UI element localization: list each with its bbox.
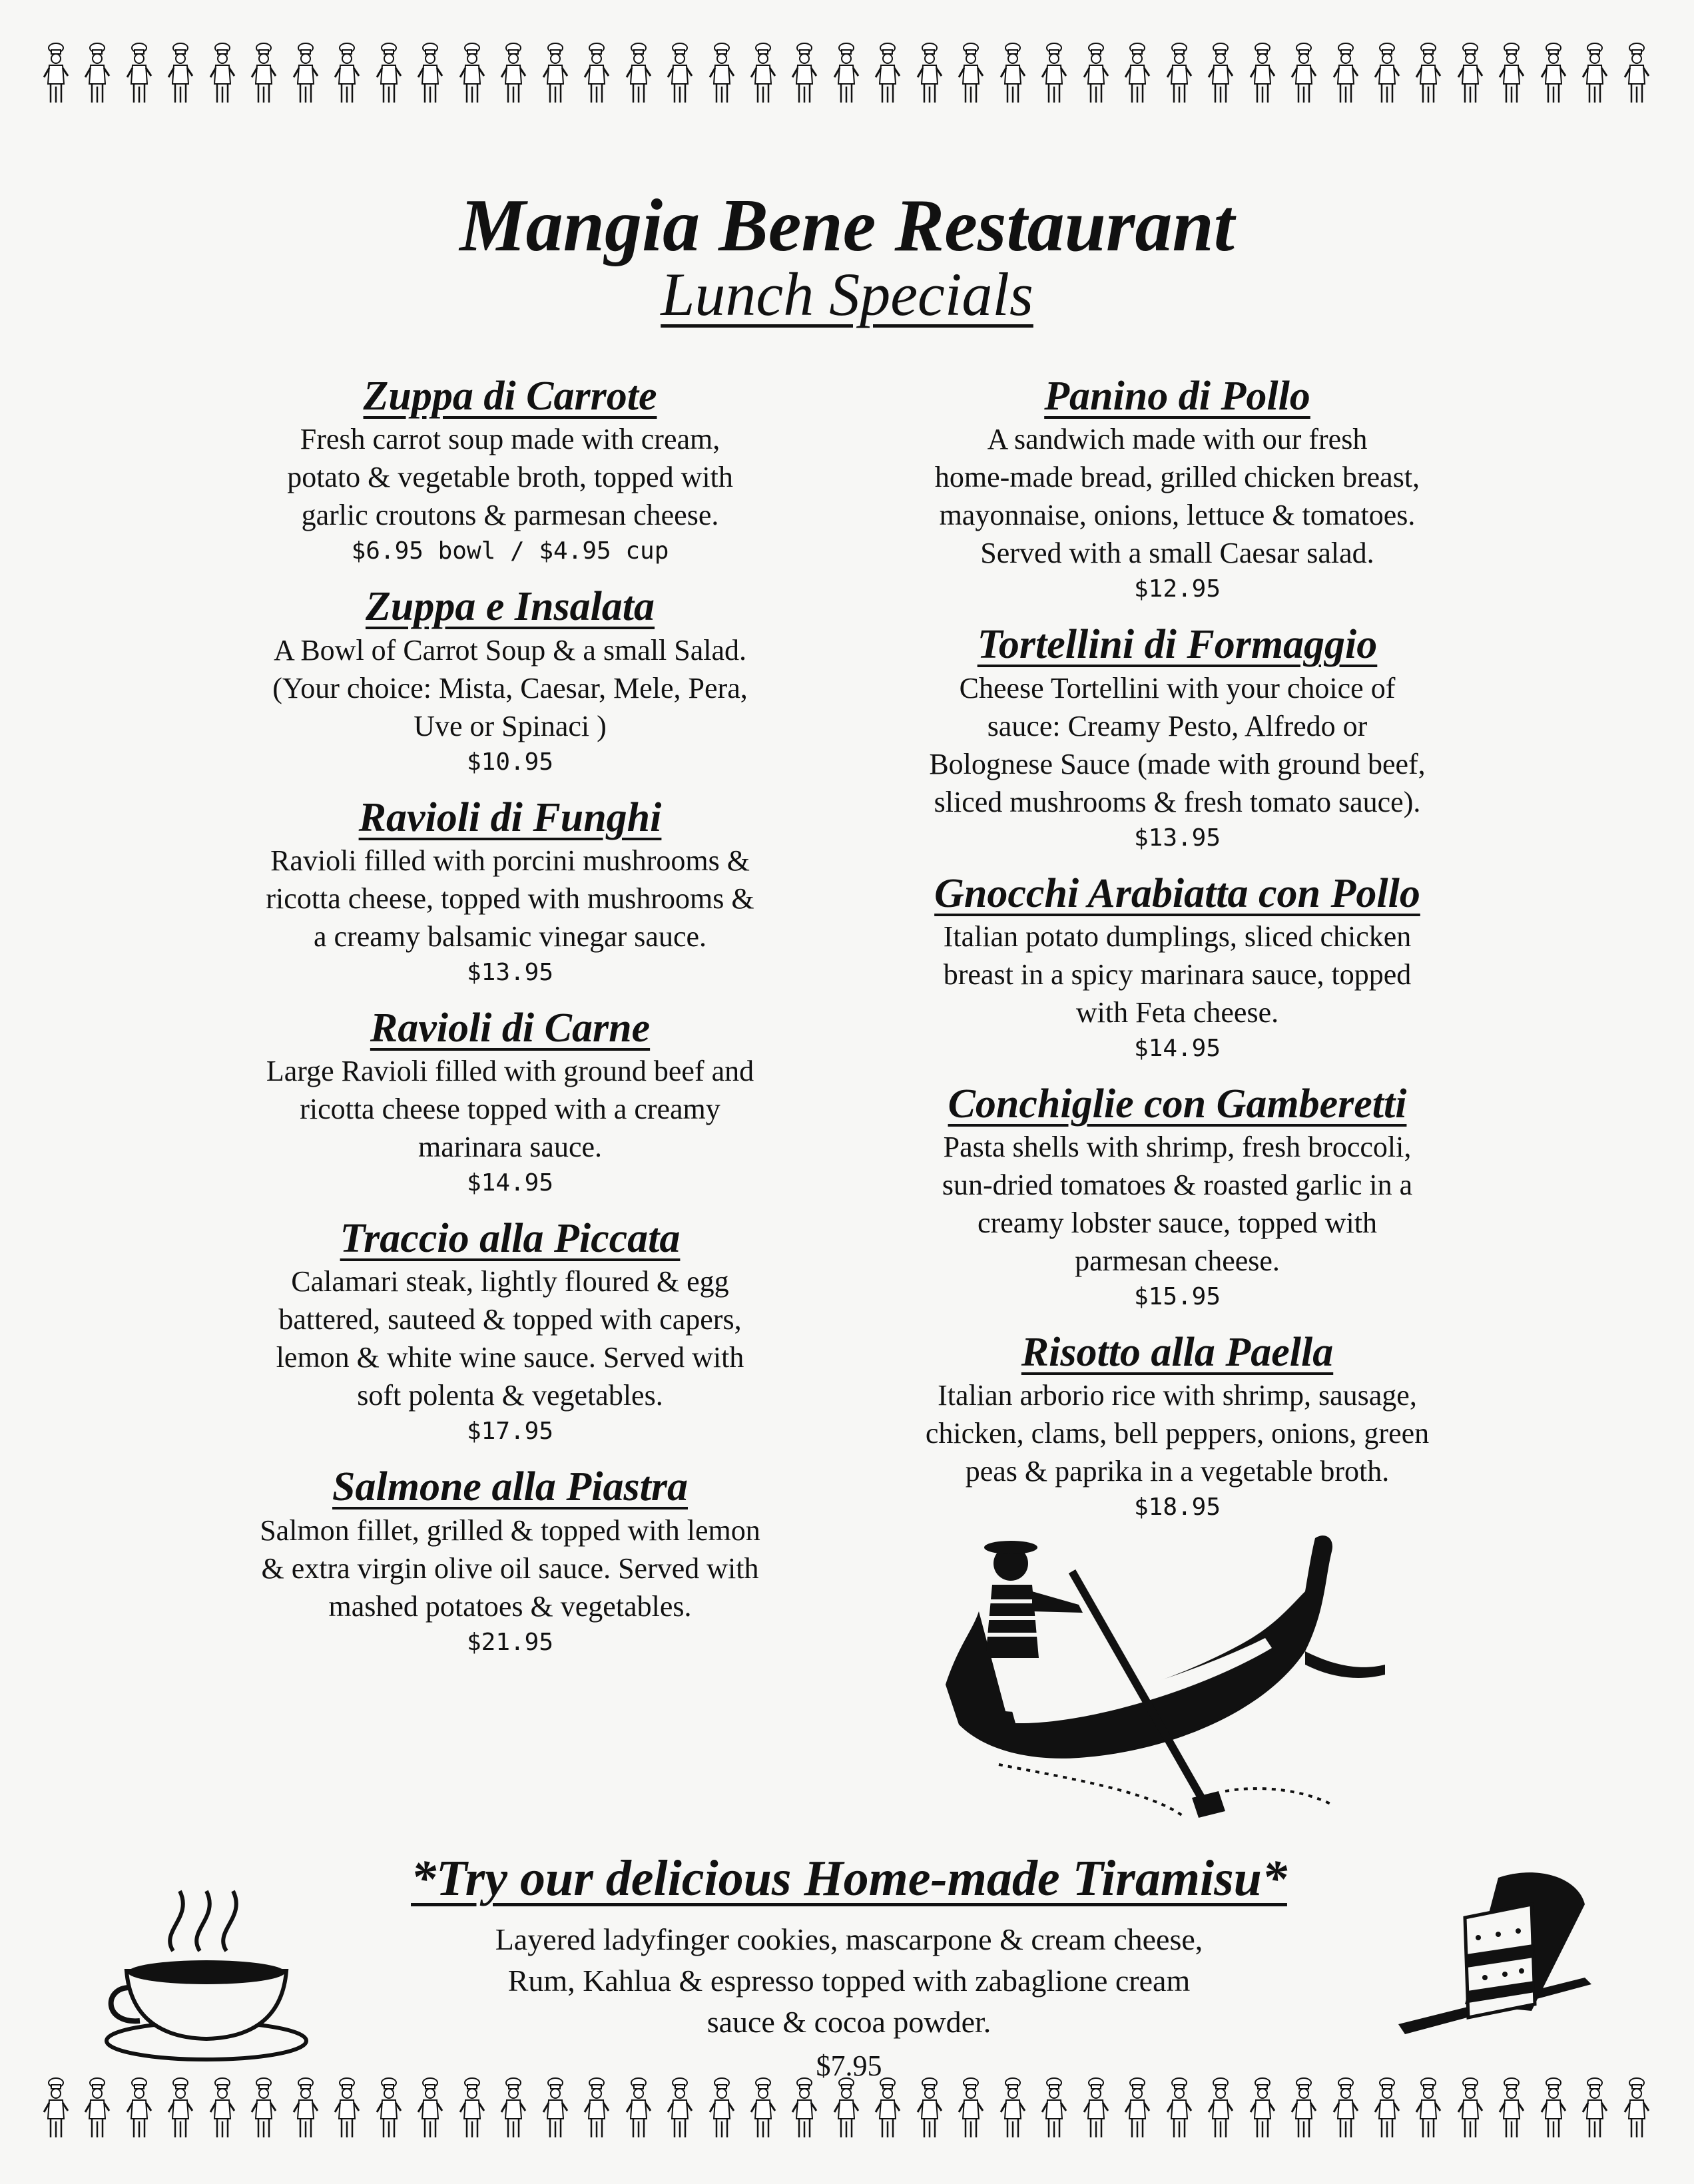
chef-icon: [249, 43, 280, 107]
chef-icon: [1206, 2077, 1237, 2141]
chef-icon: [1123, 2077, 1153, 2141]
item-description: Fresh carrot soup made with cream, potato & vegetable broth, topped with garlic croutons & parmesan cheese.: [287, 423, 733, 532]
item-name: Salmone alla Piastra: [332, 1464, 688, 1510]
promo-description: Layered ladyfinger cookies, mascarpone & cream cheese, Rum, Kahlua & espresso topped with zabaglione cream sauce & cocoa powder.: [495, 1922, 1203, 2039]
chef-icon: [1372, 2077, 1403, 2141]
menu-column-right: [844, 373, 1510, 1539]
chef-icon: [832, 2077, 862, 2141]
chef-icon: [166, 43, 196, 107]
item-description: Italian arborio rice with shrimp, sausage, chicken, clams, bell peppers, onions, green peas & paprika in a vegetable broth.: [925, 1379, 1430, 1488]
menu-subtitle-text: Lunch Specials: [661, 260, 1033, 328]
chef-icon: [208, 2077, 238, 2141]
chef-icon: [541, 43, 571, 107]
menu-item: [177, 583, 843, 779]
chef-icon: [790, 2077, 820, 2141]
chef-border-top: [41, 41, 1653, 108]
item-name: Zuppa e Insalata: [365, 584, 655, 630]
chef-icon: [1497, 43, 1528, 107]
item-description: Large Ravioli filled with ground beef and ricotta cheese topped with a creamy marinara sauce.: [266, 1055, 754, 1164]
chef-icon: [291, 2077, 322, 2141]
chef-icon: [291, 43, 322, 107]
chef-icon: [956, 43, 987, 107]
chef-icon: [873, 43, 904, 107]
chef-icon: [1123, 43, 1153, 107]
chef-icon: [332, 43, 363, 107]
chef-icon: [125, 2077, 155, 2141]
item-price: $14.95: [1133, 1034, 1221, 1062]
item-name: Ravioli di Carne: [370, 1005, 651, 1051]
item-price: $10.95: [466, 748, 554, 776]
chef-icon: [416, 43, 446, 107]
chef-icon: [457, 43, 488, 107]
item-description: Ravioli filled with porcini mushrooms & ricotta cheese, topped with mushrooms & a creamy balsamic vinegar sauce.: [266, 844, 754, 953]
item-description: Salmon fillet, grilled & topped with lemon & extra virgin olive oil sauce. Served with mashed potatoes & vegetables.: [260, 1513, 760, 1623]
chef-icon: [707, 2077, 738, 2141]
chef-icon: [915, 43, 946, 107]
chef-icon: [1081, 2077, 1112, 2141]
item-description: Italian potato dumplings, sliced chicken breast in a spicy marinara sauce, topped with Feta cheese.: [943, 920, 1412, 1029]
chef-icon: [41, 43, 72, 107]
item-price: $6.95 bowl / $4.95 cup: [351, 537, 669, 565]
menu-item: [177, 1005, 843, 1201]
chef-icon: [998, 43, 1029, 107]
chef-icon: [125, 43, 155, 107]
item-price: $12.95: [1133, 575, 1221, 603]
item-name: Traccio alla Piccata: [340, 1216, 681, 1262]
chef-icon: [416, 2077, 446, 2141]
chef-icon: [374, 43, 405, 107]
promo-title: *Try our delicious Home-made Tiramisu*: [411, 1850, 1287, 1906]
menu-item: [177, 794, 843, 990]
chef-icon: [748, 2077, 779, 2141]
chef-icon: [166, 2077, 196, 2141]
chef-icon: [1206, 43, 1237, 107]
chef-icon: [1289, 43, 1320, 107]
chef-icon: [790, 43, 820, 107]
chef-icon: [748, 43, 779, 107]
chef-icon: [1580, 2077, 1611, 2141]
chef-icon: [499, 2077, 529, 2141]
item-name: Tortellini di Formaggio: [977, 622, 1378, 668]
chef-icon: [457, 2077, 488, 2141]
menu-column-left: [177, 373, 843, 1675]
chef-icon: [83, 43, 113, 107]
chef-icon: [1165, 43, 1195, 107]
chef-icon: [1081, 43, 1112, 107]
chef-icon: [249, 2077, 280, 2141]
chef-icon: [1165, 2077, 1195, 2141]
menu-item: [177, 1464, 843, 1659]
chef-icon: [1622, 2077, 1653, 2141]
chef-icon: [582, 43, 613, 107]
menu-item: [844, 1329, 1510, 1525]
menu-subtitle: [0, 261, 1694, 328]
chef-icon: [624, 43, 655, 107]
item-price: $13.95: [1133, 824, 1221, 852]
chef-icon: [915, 2077, 946, 2141]
chef-icon: [665, 43, 696, 107]
chef-icon: [41, 2077, 72, 2141]
chef-icon: [1539, 2077, 1569, 2141]
chef-icon: [1289, 2077, 1320, 2141]
item-name: Gnocchi Arabiatta con Pollo: [934, 870, 1420, 916]
menu-item: [177, 1215, 843, 1449]
menu-item: [177, 373, 843, 569]
chef-icon: [582, 2077, 613, 2141]
item-description: Calamari steak, lightly floured & egg battered, sauteed & topped with capers, lemon & white wine sauce. Served with soft polenta & vegetables.: [276, 1265, 744, 1412]
tiramisu-promo: [266, 1851, 1432, 2087]
chef-icon: [499, 43, 529, 107]
menu-item: [844, 1081, 1510, 1314]
menu-item: [844, 621, 1510, 855]
item-description: A sandwich made with our fresh home-made bread, grilled chicken breast, mayonnaise, onions, lettuce & tomatoes. Served with a small Caesar salad.: [934, 423, 1420, 570]
chef-icon: [956, 2077, 987, 2141]
chef-icon: [1456, 2077, 1486, 2141]
item-name: Zuppa di Carrote: [363, 374, 657, 419]
item-name: Panino di Pollo: [1044, 374, 1310, 419]
chef-icon: [1039, 2077, 1070, 2141]
item-price: $15.95: [1133, 1283, 1221, 1311]
item-description: Pasta shells with shrimp, fresh broccoli, sun-dried tomatoes & roasted garlic in a creamy lobster sauce, topped with parmesan cheese.: [942, 1131, 1413, 1278]
chef-icon: [1331, 2077, 1362, 2141]
chef-icon: [873, 2077, 904, 2141]
item-price: $14.95: [466, 1169, 554, 1197]
chef-icon: [707, 43, 738, 107]
chef-icon: [998, 2077, 1029, 2141]
chef-icon: [1039, 43, 1070, 107]
item-price: $21.95: [466, 1628, 554, 1656]
item-name: Conchiglie con Gamberetti: [948, 1081, 1407, 1127]
chef-icon: [541, 2077, 571, 2141]
menu-item: [844, 373, 1510, 607]
item-name: Ravioli di Funghi: [358, 794, 662, 840]
chef-icon: [83, 2077, 113, 2141]
item-name: Risotto alla Paella: [1021, 1330, 1334, 1376]
chef-icon: [1414, 2077, 1444, 2141]
gondolier-illustration: [932, 1511, 1398, 1824]
chef-icon: [1331, 43, 1362, 107]
chef-icon: [1414, 43, 1444, 107]
chef-icon: [665, 2077, 696, 2141]
chef-icon: [208, 43, 238, 107]
chef-icon: [1248, 2077, 1278, 2141]
chef-icon: [1622, 43, 1653, 107]
chef-icon: [1372, 43, 1403, 107]
menu-item: [844, 870, 1510, 1066]
chef-icon: [374, 2077, 405, 2141]
chef-icon: [1497, 2077, 1528, 2141]
chef-icon: [624, 2077, 655, 2141]
chef-icon: [832, 43, 862, 107]
item-price: $17.95: [466, 1418, 554, 1446]
promo-price: $7.95: [816, 2049, 882, 2082]
chef-icon: [1248, 43, 1278, 107]
chef-icon: [1539, 43, 1569, 107]
chef-icon: [1580, 43, 1611, 107]
chef-icon: [332, 2077, 363, 2141]
item-description: Cheese Tortellini with your choice of sauce: Creamy Pesto, Alfredo or Bolognese Sauce (made with ground beef, sliced mushrooms & fresh tomato sauce).: [929, 671, 1426, 818]
item-price: $13.95: [466, 958, 554, 986]
restaurant-title: Mangia Bene Restaurant: [459, 184, 1235, 267]
chef-icon: [1456, 43, 1486, 107]
item-price: $18.95: [1133, 1494, 1221, 1521]
item-description: A Bowl of Carrot Soup & a small Salad. (Your choice: Mista, Caesar, Mele, Pera, Uve or Spinaci ): [272, 633, 748, 742]
